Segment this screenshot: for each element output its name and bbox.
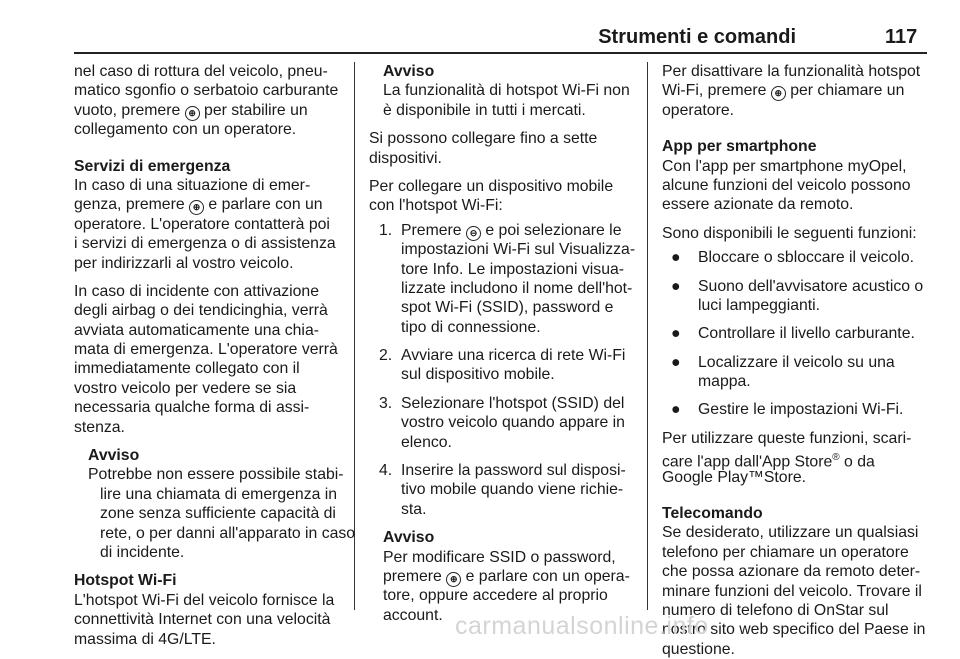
connect-paragraph bbox=[369, 177, 641, 216]
header-title: Strumenti e comandi bbox=[598, 26, 796, 48]
list-item bbox=[662, 400, 930, 419]
text-line: numero di telefono di OnStar sul bbox=[662, 601, 889, 619]
text-span: e parlare con un opera- bbox=[461, 567, 630, 585]
text-line: che possa azionare da remoto deter- bbox=[662, 563, 921, 581]
text-line: Se desiderato, utilizzare un qualsiasi bbox=[662, 524, 919, 542]
text-line: di incidente. bbox=[100, 543, 185, 561]
text-line bbox=[369, 221, 641, 240]
text-line bbox=[662, 448, 930, 471]
page-number: 117 bbox=[885, 26, 918, 48]
text-span: Bloccare o sbloccare il veicolo. bbox=[698, 249, 914, 267]
app-paragraph bbox=[662, 157, 930, 215]
text-line: operatore. bbox=[662, 101, 735, 119]
text-span: Selezionare l'hotspot (SSID) del bbox=[401, 394, 625, 412]
text-line: immediatamente collegato con il bbox=[74, 360, 300, 378]
text-span: Localizzare il veicolo su una bbox=[698, 353, 895, 371]
text-line: telefono per chiamare un operatore bbox=[662, 543, 909, 561]
text-span: per chiamare un bbox=[785, 82, 905, 100]
text-span: e poi selezionare le bbox=[480, 221, 622, 239]
column-1 bbox=[74, 62, 356, 649]
intro-paragraph bbox=[74, 62, 346, 140]
emergency-paragraph-1 bbox=[74, 176, 346, 273]
text-line bbox=[662, 81, 930, 100]
text-span: per stabilire un bbox=[199, 101, 308, 119]
text-line: In caso di incidente con attivazione bbox=[74, 282, 320, 300]
text-line: lire una chiamata di emergenza in bbox=[100, 485, 338, 503]
text-span: Avviare una ricerca di rete Wi-Fi bbox=[401, 347, 626, 365]
bullet: ● bbox=[671, 277, 681, 295]
text-line: zone senza sufficiente capacità di bbox=[100, 505, 336, 523]
text-line: tivo mobile quando viene richie- bbox=[401, 481, 624, 499]
text-line: rete, o per danni all'apparato in caso bbox=[100, 524, 356, 542]
text-line: i servizi di emergenza o di assistenza bbox=[74, 235, 336, 253]
onstar-button-icon: ⊕ bbox=[771, 86, 786, 101]
steps-list bbox=[369, 221, 641, 519]
text-line bbox=[369, 461, 641, 480]
text-line: luci lampeggianti. bbox=[698, 296, 821, 314]
text-line: Google Play™Store. bbox=[662, 468, 807, 486]
onstar-button-icon: ⊕ bbox=[446, 572, 461, 587]
emergency-button-icon: ⊕ bbox=[185, 106, 200, 121]
notice-box bbox=[369, 528, 641, 625]
step-item bbox=[369, 394, 641, 452]
text-line bbox=[369, 394, 641, 413]
bullet: ● bbox=[671, 249, 681, 267]
menu-button-icon: ⊖ bbox=[466, 226, 481, 241]
text-line bbox=[662, 324, 930, 343]
text-span: e parlare con un bbox=[204, 196, 323, 214]
text-line: In caso di una situazione di emer- bbox=[74, 176, 311, 194]
text-line: collegamento con un operatore. bbox=[74, 121, 297, 139]
text-line bbox=[662, 353, 930, 372]
text-line: minare funzioni del veicolo. Trovare il bbox=[662, 582, 922, 600]
watermark: carmanualsonline.info bbox=[455, 612, 709, 640]
text-line: degli airbag o dei tendicinghia, verrà bbox=[74, 302, 328, 320]
text-line: tipo di connessione. bbox=[401, 318, 541, 336]
text-span: Suono dell'avvisatore acustico o bbox=[698, 277, 924, 295]
bullet: ● bbox=[671, 325, 681, 343]
emergency-paragraph-2 bbox=[74, 282, 346, 437]
list-item bbox=[662, 277, 930, 316]
text-span: genza, premere bbox=[74, 196, 190, 214]
text-line: account. bbox=[383, 606, 443, 624]
text-line: matico sgonfio o serbatoio carburante bbox=[74, 82, 339, 100]
text-line: nostro sito web specifico del Paese in bbox=[662, 621, 926, 639]
list-item bbox=[662, 324, 930, 343]
text-line: dispositivi. bbox=[369, 149, 442, 167]
text-line: vostro veicolo quando appare in bbox=[401, 414, 625, 432]
column-2 bbox=[369, 62, 641, 625]
bullet: ● bbox=[671, 401, 681, 419]
text-line bbox=[74, 101, 346, 120]
text-line: connettività Internet con una velocità bbox=[74, 611, 331, 629]
text-line: Per disattivare la funzionalità hotspot bbox=[662, 63, 921, 80]
bullet: ● bbox=[671, 353, 681, 371]
text-line: tore Info. Le impostazioni visua- bbox=[401, 260, 625, 278]
text-line: L'hotspot Wi-Fi del veicolo fornisce la bbox=[74, 591, 335, 609]
text-line: Con l'app per smartphone myOpel, bbox=[662, 157, 907, 175]
text-line bbox=[383, 567, 641, 586]
text-line: avviata automaticamente una chia- bbox=[74, 321, 319, 339]
list-item bbox=[662, 248, 930, 267]
notice-heading: Avviso bbox=[383, 529, 435, 547]
notice-box bbox=[74, 446, 356, 562]
text-line: Si possono collegare fino a sette bbox=[369, 130, 598, 148]
text-line bbox=[369, 346, 641, 365]
text-line bbox=[662, 277, 930, 296]
column-3 bbox=[662, 62, 930, 659]
list-item bbox=[662, 353, 930, 392]
text-line: alcune funzioni del veicolo possono bbox=[662, 176, 911, 194]
text-line bbox=[74, 195, 346, 214]
text-line: Potrebbe non essere possibile stabi- bbox=[88, 466, 344, 484]
text-line: spot Wi-Fi (SSID), password e bbox=[401, 299, 614, 317]
section-heading-app: App per smartphone bbox=[662, 138, 817, 156]
text-line bbox=[662, 400, 930, 419]
text-line: per indirizzarli al vostro veicolo. bbox=[74, 254, 294, 272]
text-line: La funzionalità di hotspot Wi-Fi non bbox=[383, 82, 630, 100]
notice-box bbox=[369, 62, 641, 120]
text-line: tore, oppure accedere al proprio bbox=[383, 587, 608, 605]
step-number: 3. bbox=[379, 394, 393, 412]
text-line: massima di 4G/LTE. bbox=[74, 630, 216, 648]
section-heading-emergency: Servizi di emergenza bbox=[74, 157, 231, 175]
text-line: elenco. bbox=[401, 433, 452, 451]
text-span: Wi-Fi, premere bbox=[662, 82, 771, 100]
text-span: care l'app dall'App Store bbox=[662, 453, 833, 471]
sos-button-icon: ⊕ bbox=[189, 200, 204, 215]
devices-paragraph bbox=[369, 129, 641, 168]
functions-list bbox=[662, 248, 930, 420]
text-line: stenza. bbox=[74, 418, 125, 436]
section-heading-remote: Telecomando bbox=[662, 505, 763, 523]
text-span: o da bbox=[839, 453, 875, 471]
step-item bbox=[369, 346, 641, 385]
text-span: vuoto, premere bbox=[74, 101, 185, 119]
store-paragraph bbox=[662, 429, 930, 487]
text-line: vostro veicolo per vedere se sia bbox=[74, 379, 297, 397]
section-heading-hotspot: Hotspot Wi-Fi bbox=[74, 572, 177, 590]
text-line: Per utilizzare queste funzioni, scari- bbox=[662, 429, 912, 447]
text-span: Premere bbox=[401, 221, 466, 239]
text-span: premere bbox=[383, 567, 447, 585]
header-rule bbox=[74, 52, 927, 54]
step-number: 1. bbox=[379, 221, 393, 239]
step-number: 4. bbox=[379, 462, 393, 480]
text-line: Per modificare SSID o password, bbox=[383, 548, 616, 566]
functions-intro: Sono disponibili le seguenti funzioni: bbox=[662, 224, 917, 242]
column-divider-2 bbox=[647, 62, 648, 610]
step-number: 2. bbox=[379, 347, 393, 365]
text-line: è disponibile in tutti i mercati. bbox=[383, 101, 586, 119]
disable-hotspot-paragraph bbox=[662, 62, 930, 120]
text-line: mappa. bbox=[698, 373, 751, 391]
text-line: con l'hotspot Wi-Fi: bbox=[369, 197, 503, 215]
text-line: nel caso di rottura del veicolo, pneu- bbox=[74, 63, 328, 80]
text-line: impostazioni Wi-Fi sul Visualizza- bbox=[401, 241, 636, 259]
notice-heading: Avviso bbox=[88, 447, 140, 465]
text-line: necessaria qualche forma di assi- bbox=[74, 399, 310, 417]
text-line: operatore. L'operatore contatterà poi bbox=[74, 215, 330, 233]
hotspot-paragraph bbox=[74, 591, 346, 649]
step-item bbox=[369, 221, 641, 337]
text-line: essere azionate da remoto. bbox=[662, 196, 854, 214]
registered-mark: ® bbox=[832, 452, 840, 464]
notice-heading: Avviso bbox=[383, 63, 435, 80]
text-line: questione. bbox=[662, 640, 735, 658]
text-span: Gestire le impostazioni Wi-Fi. bbox=[698, 401, 904, 419]
text-line bbox=[662, 248, 930, 267]
text-line: mata di emergenza. L'operatore verrà bbox=[74, 341, 338, 359]
step-item bbox=[369, 461, 641, 519]
text-span: Inserire la password sul disposi- bbox=[401, 462, 626, 480]
text-line: sul dispositivo mobile. bbox=[401, 366, 555, 384]
text-span: Controllare il livello carburante. bbox=[698, 325, 915, 343]
text-line: sta. bbox=[401, 500, 427, 518]
text-line: Per collegare un dispositivo mobile bbox=[369, 177, 614, 195]
text-line: lizzate includono il nome dell'hot- bbox=[401, 279, 633, 297]
